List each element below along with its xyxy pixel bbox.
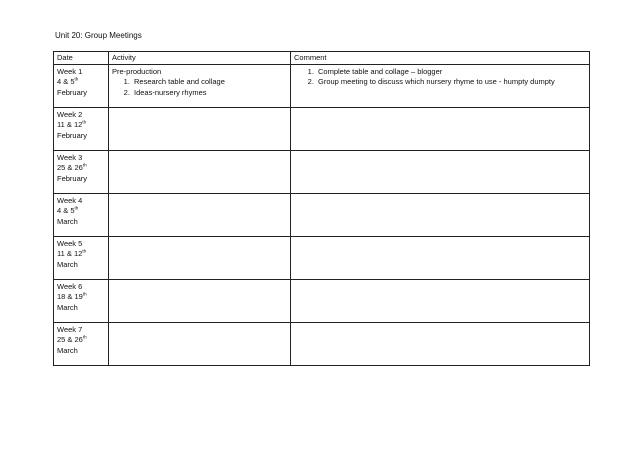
comment-cell <box>291 64 590 107</box>
list-item: 2. Group meeting to discuss which nursery rhyme to use - humpty dumpty <box>316 77 586 88</box>
date-cell <box>54 107 109 150</box>
ordinal-suffix: th <box>82 162 87 168</box>
week-label: Week 4 <box>57 195 83 205</box>
day-range: 25 & 26 <box>57 335 83 344</box>
month-label: February <box>57 173 88 183</box>
document-title: Unit 20: Group Meetings <box>55 31 142 40</box>
month-label: March <box>57 345 78 355</box>
month-label: March <box>57 259 78 269</box>
activity-cell <box>109 236 291 279</box>
activity-cell <box>109 193 291 236</box>
day-range: 18 & 19 <box>57 292 83 301</box>
activity-cell <box>109 322 291 365</box>
date-cell <box>54 150 109 193</box>
ordinal-suffix: th <box>74 76 79 82</box>
week-label: Week 6 <box>57 281 83 291</box>
table-row <box>54 107 590 150</box>
week-label: Week 5 <box>57 238 83 248</box>
list-item: 1. Complete table and collage – blogger <box>316 67 586 78</box>
day-range: 11 & 12 <box>57 120 83 129</box>
week-label: Week 1 <box>57 66 83 76</box>
activity-list <box>112 77 287 98</box>
activity-cell <box>109 107 291 150</box>
day-range: 25 & 26 <box>57 163 83 172</box>
table-row <box>54 322 590 365</box>
date-cell <box>54 193 109 236</box>
list-item: 2. Ideas-nursery rhymes <box>132 88 287 99</box>
day-range: 4 & 5 <box>57 206 75 215</box>
ordinal-suffix: th <box>82 248 87 254</box>
week-label: Week 7 <box>57 324 83 334</box>
ordinal-suffix: th <box>74 205 79 211</box>
comment-cell <box>291 236 590 279</box>
week-label: Week 3 <box>57 152 83 162</box>
header-activity: Activity <box>109 52 291 65</box>
table-row <box>54 279 590 322</box>
table-row <box>54 193 590 236</box>
date-cell <box>54 64 109 107</box>
activity-cell <box>109 64 291 107</box>
header-date: Date <box>54 52 109 65</box>
comment-cell <box>291 322 590 365</box>
table-row <box>54 64 590 107</box>
comment-cell <box>291 279 590 322</box>
activity-cell <box>109 279 291 322</box>
ordinal-suffix: th <box>82 119 87 125</box>
activity-cell <box>109 150 291 193</box>
month-label: February <box>57 130 88 140</box>
month-label: March <box>57 302 78 312</box>
meetings-table <box>53 51 590 366</box>
header-comment: Comment <box>291 52 590 65</box>
table-row <box>54 150 590 193</box>
date-cell <box>54 236 109 279</box>
list-item: 1. Research table and collage <box>132 77 287 88</box>
comment-cell <box>291 193 590 236</box>
comment-cell <box>291 107 590 150</box>
day-range: 11 & 12 <box>57 249 83 258</box>
ordinal-suffix: th <box>82 291 87 297</box>
date-cell <box>54 322 109 365</box>
comment-list <box>294 67 586 88</box>
header-row <box>54 52 590 65</box>
comment-cell <box>291 150 590 193</box>
table-row <box>54 236 590 279</box>
day-range: 4 & 5 <box>57 77 75 86</box>
ordinal-suffix: th <box>82 334 87 340</box>
date-cell <box>54 279 109 322</box>
month-label: March <box>57 216 78 226</box>
activity-heading: Pre-production <box>112 66 162 76</box>
month-label: February <box>57 87 88 97</box>
week-label: Week 2 <box>57 109 83 119</box>
